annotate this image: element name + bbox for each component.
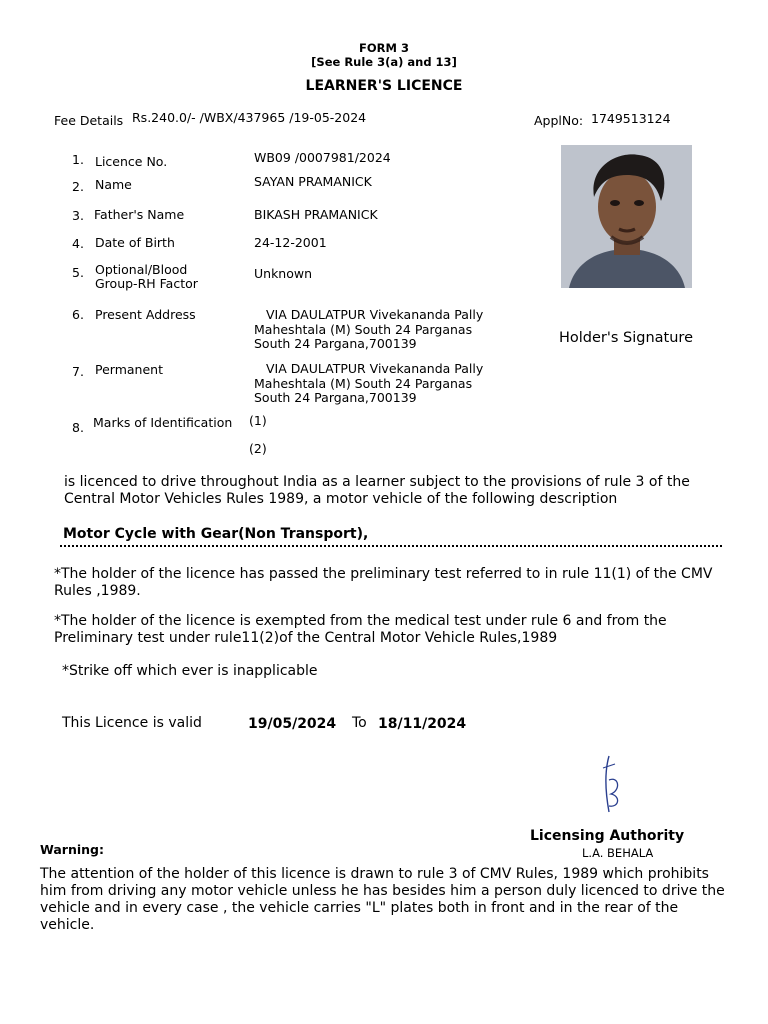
field-number: 4. <box>72 236 84 251</box>
signature-icon <box>585 750 645 820</box>
appl-value: 1749513124 <box>591 111 671 126</box>
note-medical-exemption: *The holder of the licence is exempted from the medical test under rule 6 and from the Preliminary test under rule11(2)of the Central Motor Vehicle Rules,1989 <box>54 613 667 646</box>
strike-note: *Strike off which ever is inapplicable <box>62 663 318 679</box>
dob-label: Date of Birth <box>95 235 175 250</box>
address-line: VIA DAULATPUR Vivekananda Pally <box>266 307 484 322</box>
address-line: South 24 Pargana,700139 <box>254 390 417 405</box>
fee-value: Rs.240.0/- /WBX/437965 /19-05-2024 <box>132 110 367 125</box>
blood-group-value: Unknown <box>254 266 313 281</box>
holder-signature-label: Holder's Signature <box>559 330 693 346</box>
address-line: Maheshtala (M) South 24 Parganas <box>254 375 473 391</box>
validity-label: This Licence is valid <box>62 715 202 731</box>
fee-label: Fee Details <box>54 113 124 128</box>
blood-group-label-line2: Group-RH Factor <box>95 276 198 291</box>
permanent-address-label: Permanent <box>95 362 163 377</box>
dob-value: 24-12-2001 <box>254 235 327 250</box>
appl-label: ApplNo: <box>534 113 584 128</box>
authority-signature <box>585 750 645 820</box>
field-number: 6. <box>72 307 84 322</box>
warning-label: Warning: <box>40 842 104 857</box>
licence-no-label: Licence No. <box>95 154 168 169</box>
dotted-divider <box>60 545 722 547</box>
present-address-value <box>254 308 524 352</box>
father-name-value: BIKASH PRAMANICK <box>254 207 378 222</box>
mark-2: (2) <box>249 441 267 456</box>
address-line: Maheshtala (M) South 24 Parganas <box>254 321 473 337</box>
form-rule: [See Rule 3(a) and 13] <box>311 55 457 69</box>
marks-label: Marks of Identification <box>93 415 233 430</box>
note-preliminary-test: *The holder of the licence has passed the preliminary test referred to in rule 11(1) of the CMV Rules ,1989. <box>54 566 713 599</box>
address-line: South 24 Pargana,700139 <box>254 336 417 351</box>
valid-from-date: 19/05/2024 <box>248 716 337 732</box>
field-number: 2. <box>72 179 84 194</box>
blood-group-label: Optional/Blood <box>95 262 188 277</box>
holder-photo-icon <box>561 145 692 288</box>
vehicle-class: Motor Cycle with Gear(Non Transport), <box>63 526 369 542</box>
validity-to-label: To <box>352 715 367 731</box>
holder-photo <box>561 145 692 288</box>
field-number: 7. <box>72 364 84 379</box>
permanent-address-value <box>254 362 524 406</box>
licence-intro-text: is licenced to drive throughout India as a learner subject to the provisions of rule 3 of the Central Motor Vehicles Rules 1989, a motor vehicle of the following description <box>64 474 690 507</box>
field-number: 8. <box>72 420 84 435</box>
address-line: VIA DAULATPUR Vivekananda Pally <box>266 361 484 376</box>
field-number: 1. <box>72 152 84 167</box>
page-title: LEARNER'S LICENCE <box>305 78 463 94</box>
valid-to-date: 18/11/2024 <box>378 716 467 732</box>
father-name-label: Father's Name <box>94 207 185 222</box>
licensing-authority-office: L.A. BEHALA <box>582 846 654 860</box>
warning-text: The attention of the holder of this licence is drawn to rule 3 of CMV Rules, 1989 which prohibits him from driving any motor vehicle unless he has besides him a person duly licenced to drive the vehicle and in every case , the vehicle carries "L" plates both in front and in the rear of the vehicle. <box>40 866 725 933</box>
field-number: 5. <box>72 265 84 280</box>
licensing-authority-title: Licensing Authority <box>530 828 685 844</box>
form-number: FORM 3 <box>359 41 409 55</box>
name-value: SAYAN PRAMANICK <box>254 174 372 189</box>
mark-1: (1) <box>249 413 267 428</box>
licence-no-value: WB09 /0007981/2024 <box>254 150 391 165</box>
field-number: 3. <box>72 208 84 223</box>
present-address-label: Present Address <box>95 307 196 322</box>
name-label: Name <box>95 177 132 192</box>
